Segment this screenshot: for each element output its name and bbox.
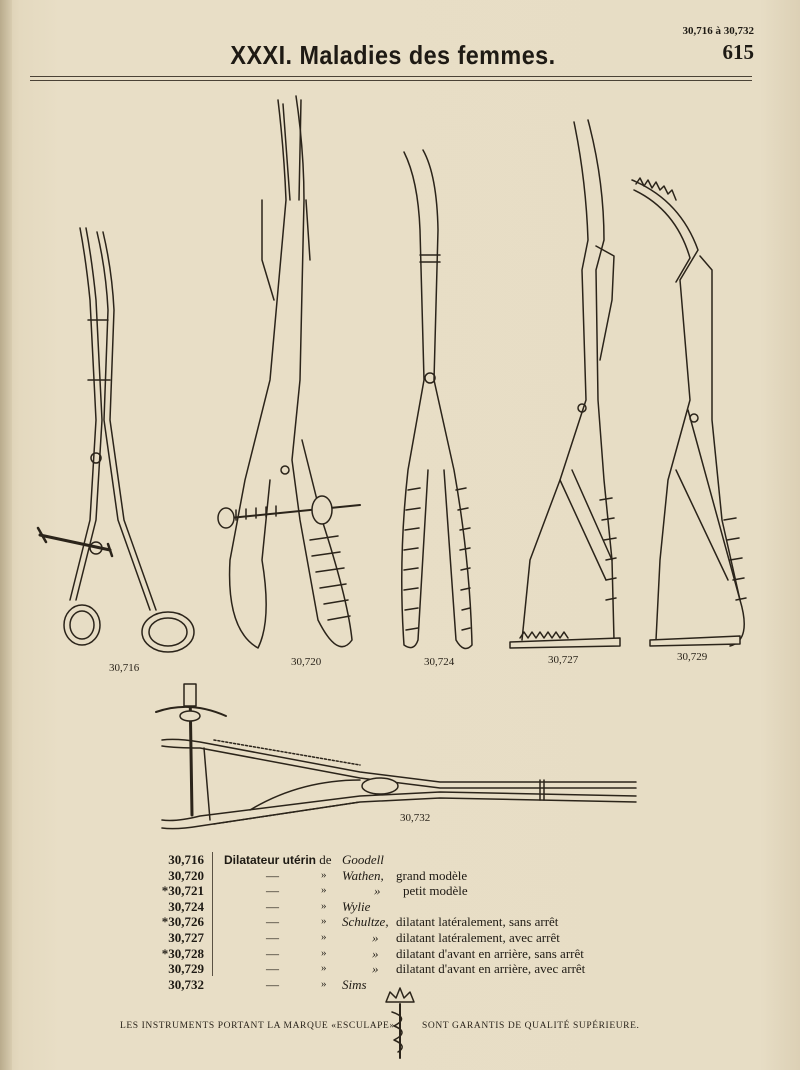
item-author: Goodell [342,852,384,867]
figure-label: 30,732 [400,812,431,824]
item-number: 30,724 [168,898,204,914]
catalog-divider [212,852,213,976]
item-description: dilatant latéralement, avec arrêt [396,929,560,945]
ditto-mark: » [321,930,327,943]
dilator-schultze-anteroposterior-illustration [632,178,746,646]
item-author: Schultze, [342,914,389,930]
item-author: » [374,883,381,899]
item-author: Wathen, [342,867,384,883]
dilator-wylie-illustration [402,150,472,649]
item-description: grand modèle [396,867,468,883]
item-number: 30,729 [168,961,204,977]
ditto-dash: — [266,914,279,930]
item-author: » [372,929,379,945]
item-author: Sims [342,976,367,992]
item-range: 30,716 à 30,732 [682,25,754,37]
ditto-dash: — [266,945,279,961]
item-number: 30,716 [168,852,204,867]
ditto-dash: — [266,898,279,914]
ditto-mark: » [321,899,327,912]
item-number: 30,720 [168,867,204,883]
page-number: 615 [722,40,754,64]
item-number: 30,732 [168,976,204,992]
item-description: dilatant d'avant en arrière, avec arrêt [396,961,586,977]
item-author: » [372,945,379,961]
ditto-dash: — [266,883,279,899]
ditto-dash: — [266,961,279,977]
footer-right-text: SONT GARANTIS DE QUALITÉ SUPÉRIEURE. [422,1021,640,1031]
ditto-mark: » [321,915,327,928]
ditto-mark: » [321,868,327,881]
item-author: Wylie [342,898,371,914]
dilator-goodell-illustration [38,228,194,652]
item-description: dilatant latéralement, sans arrêt [396,914,559,930]
item-description: dilatant d'avant en arrière, sans arrêt [396,945,584,961]
item-author: » [372,961,379,977]
item-number: *30,728 [161,945,204,961]
figure-label: 30,720 [291,656,322,668]
ditto-mark: » [321,962,327,975]
ditto-dash: — [266,867,279,883]
ditto-mark: » [321,946,327,959]
ditto-mark: » [321,884,327,897]
item-number: *30,726 [161,914,204,930]
ditto-dash: — [266,929,279,945]
dilator-sims-illustration [156,684,636,829]
item-name: Dilatateur utérin de [224,852,332,867]
item-number: 30,727 [168,929,204,945]
figure-label: 30,716 [109,662,140,674]
ditto-dash: — [266,976,279,992]
figure-label: 30,727 [548,654,579,666]
figure-label: 30,729 [677,651,708,663]
figure-label: 30,724 [424,656,455,668]
dilator-wathen-illustration [218,96,360,648]
ditto-mark: » [321,977,327,990]
item-number: *30,721 [161,883,204,899]
footer-left-text: LES INSTRUMENTS PORTANT LA MARQUE «ESCULAPE» [120,1021,395,1031]
dilator-schultze-lateral-illustration [510,120,620,648]
page-title: XXXI. Maladies des femmes. [230,40,556,70]
item-description: petit modèle [403,883,468,899]
